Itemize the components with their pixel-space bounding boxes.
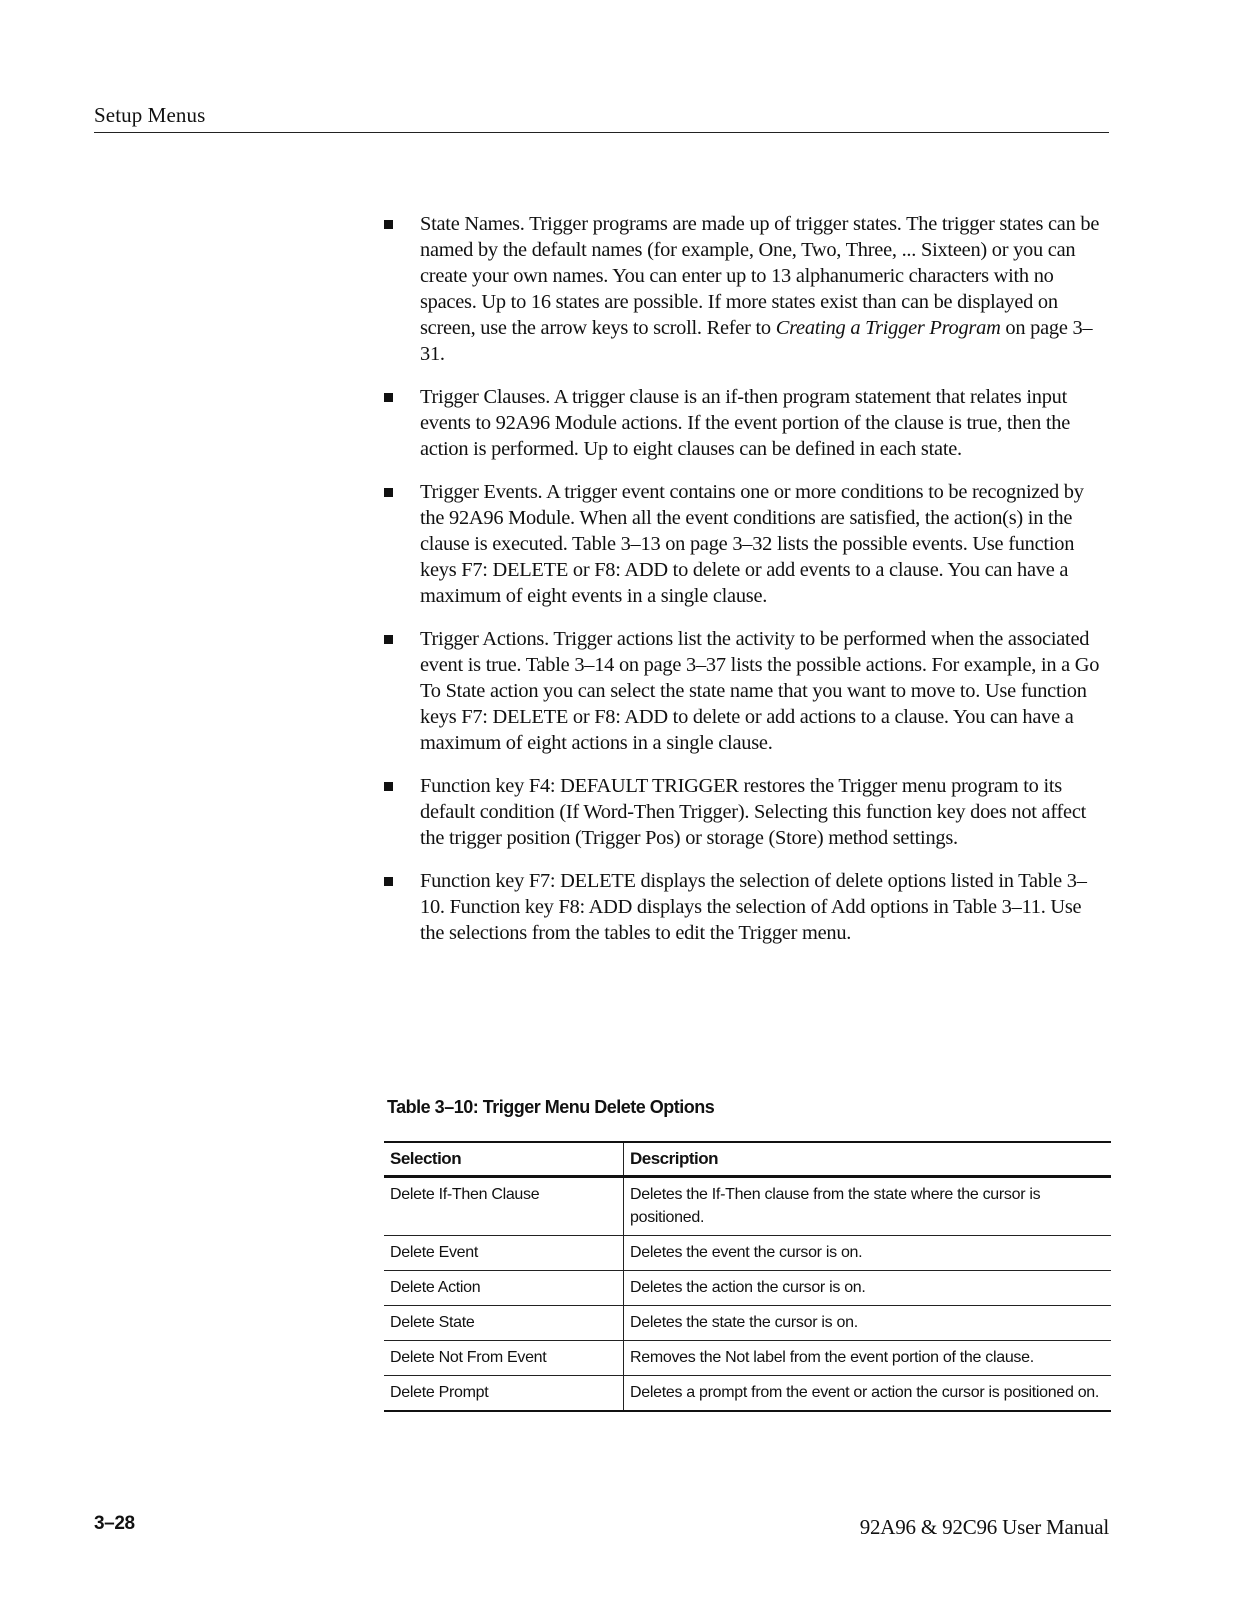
header-rule: [94, 132, 1109, 133]
delete-options-table: [384, 1141, 1111, 1412]
bullet-square-icon: [384, 635, 393, 644]
bullet-text: Trigger Clauses. A trigger clause is an if-then program statement that relates input events to 92A96 Module actions. If the event portion of the clause is true, then the action is performed. Up to eight clauses can be defined in each state.: [420, 386, 1071, 460]
table-row: [384, 1341, 1111, 1376]
column-header-selection: Selection: [384, 1142, 624, 1177]
selection-cell: Delete If-Then Clause: [384, 1177, 624, 1236]
bullet-square-icon: [384, 877, 393, 886]
table-row: [384, 1376, 1111, 1412]
bullet-square-icon: [384, 220, 393, 229]
bullet-item-f4-default: [384, 773, 1109, 851]
bullet-item-trigger-clauses: [384, 384, 1109, 462]
description-cell: Removes the Not label from the event portion of the clause.: [624, 1341, 1112, 1376]
bullet-text: State Names. Trigger programs are made up of trigger states. The trigger states can be named by the default names (for example, One, Two, Three, ... Sixteen) or you can create your own names. You can enter up to 13 alphanumeric characters with no spaces. Up to 16 states are possible. If more states exist than can be displayed on screen, use the arrow keys to scroll. Refer to: [420, 213, 1100, 339]
description-cell: Deletes the state the cursor is on.: [624, 1306, 1112, 1341]
column-header-description: Description: [624, 1142, 1112, 1177]
table-row: [384, 1271, 1111, 1306]
table-row: [384, 1177, 1111, 1236]
cross-reference: Creating a Trigger Program: [775, 317, 1001, 339]
bullet-item-trigger-events: [384, 479, 1109, 609]
bullet-text: Trigger Events. A trigger event contains one or more conditions to be recognized by the 92A96 Module. When all the event conditions are satisfied, the action(s) in the clause is executed. Table 3–13 on page 3–32 lists the possible events. Use function keys F7: DELETE or F8: ADD to delete or add events to a clause. You can have a maximum of eight events in a single clause.: [420, 481, 1084, 607]
bullet-square-icon: [384, 488, 393, 497]
table-caption: Table 3–10: Trigger Menu Delete Options: [387, 1097, 715, 1117]
bullet-square-icon: [384, 393, 393, 402]
manual-title: 92A96 & 92C96 User Manual: [859, 1515, 1109, 1539]
bullet-text-tail: on page 3–31.: [420, 317, 1093, 365]
selection-cell: Delete Not From Event: [384, 1341, 624, 1376]
selection-cell: Delete Event: [384, 1236, 624, 1271]
selection-cell: Delete Action: [384, 1271, 624, 1306]
bullet-item-trigger-actions: [384, 626, 1109, 756]
description-cell: Deletes the If-Then clause from the state where the cursor is positioned.: [624, 1177, 1112, 1236]
bullet-item-f7-delete: [384, 868, 1109, 946]
description-cell: Deletes a prompt from the event or action the cursor is positioned on.: [624, 1376, 1112, 1412]
page-number: 3–28: [94, 1513, 135, 1534]
table-row: [384, 1236, 1111, 1271]
description-cell: Deletes the event the cursor is on.: [624, 1236, 1112, 1271]
bullet-text: Function key F4: DEFAULT TRIGGER restores the Trigger menu program to its default condition (If Word-Then Trigger). Selecting this function key does not affect the trigger position (Trigger Pos) or storage (Store) method settings.: [420, 775, 1087, 849]
bullet-square-icon: [384, 782, 393, 791]
table-row: [384, 1306, 1111, 1341]
bullet-text: Function key F7: DELETE displays the selection of delete options listed in Table 3–10. Function key F8: ADD displays the selection of Add options in Table 3–11. Use the selections from the tables to edit the Trigger menu.: [420, 870, 1087, 944]
selection-cell: Delete Prompt: [384, 1376, 624, 1412]
bullet-item-state-names: [384, 211, 1109, 367]
running-head: Setup Menus: [94, 103, 206, 127]
table-header-row: [384, 1142, 1111, 1177]
description-cell: Deletes the action the cursor is on.: [624, 1271, 1112, 1306]
bullet-text: Trigger Actions. Trigger actions list the activity to be performed when the associated event is true. Table 3–14 on page 3–37 lists the possible actions. For example, in a Go To State action you can select the state name that you want to move to. Use function keys F7: DELETE or F8: ADD to delete or add actions to a clause. You can have a maximum of eight actions in a single clause.: [420, 628, 1100, 754]
selection-cell: Delete State: [384, 1306, 624, 1341]
bullet-list: [384, 211, 1109, 963]
